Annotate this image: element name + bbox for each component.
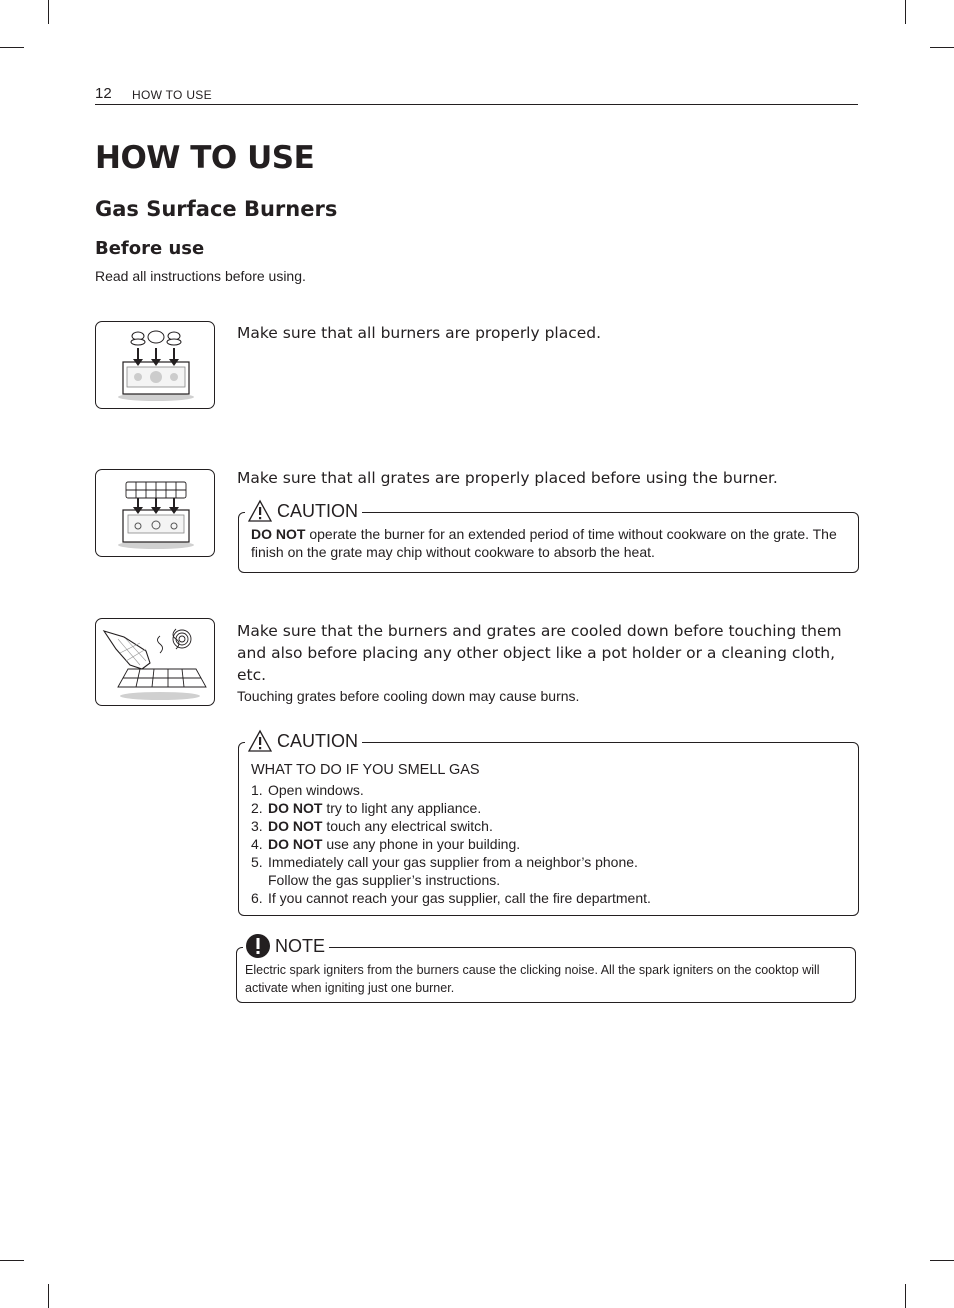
step-text: Make sure that the burners and grates are cooled down before touching them and also before placing any other object like a pot holder or a cleaning cloth, etc. [237,622,842,684]
gas-steps-list [251,781,846,907]
crop-mark [905,1284,906,1308]
crop-mark [930,47,954,48]
note-label-text: NOTE [275,935,326,956]
gas-heading: WHAT TO DO IF YOU SMELL GAS [251,762,480,778]
crop-mark [48,1284,49,1308]
list-item: 1. Open windows. [251,782,364,798]
gas-instructions [239,743,858,907]
step-text: Make sure that all burners are properly placed. [237,324,602,342]
caution-box [238,730,859,916]
crop-mark [930,1260,954,1261]
caution-label-text: CAUTION [277,730,358,751]
caution-body: operate the burner for an extended period of time without cookware on the grate. The finish on the grate may chip without cookware to absorb the heat. [251,526,837,560]
do-not-emphasis: DO NOT [251,526,306,542]
grates-placement-icon [95,469,215,557]
warning-triangle-icon [247,729,273,753]
crop-mark [905,0,906,24]
caution-label-text: CAUTION [277,500,358,521]
crop-mark [0,47,24,48]
page-number: 12 [95,85,112,102]
step-note: Touching grates before cooling down may cause burns. [237,688,580,704]
step-text: Make sure that all grates are properly placed before using the burner. [237,469,778,487]
list-item: 3. DO NOT touch any electrical switch. [251,818,493,834]
intro-text: Read all instructions before using. [95,268,306,284]
list-item: 4. DO NOT use any phone in your building. [251,836,521,852]
section-title: Gas Surface Burners [95,197,338,221]
list-item: 2. DO NOT try to light any appliance. [251,800,482,816]
list-item: 5. Immediately call your gas supplier from a neighbor’s phone. Follow the gas supplier’s instructions. [251,854,638,888]
caution-label [245,499,362,523]
caution-label [245,729,362,753]
exclamation-circle-icon [245,933,271,959]
page-title: HOW TO USE [95,140,315,176]
note-text: Electric spark igniters from the burners cause the clicking noise. All the spark igniters on the cooktop will activate when igniting just one burner. [245,963,820,995]
warning-triangle-icon [247,499,273,523]
hot-grates-glove-icon [95,618,215,706]
crop-mark [0,1260,24,1261]
crop-mark [48,0,49,24]
running-header: HOW TO USE [132,88,212,102]
header-rule [95,104,858,105]
note-label [243,933,329,959]
note-box [236,935,856,1003]
caution-box [238,500,859,573]
burners-placement-icon [95,321,215,409]
list-item: 6. If you cannot reach your gas supplier, call the fire department. [251,890,651,906]
subsection-title: Before use [95,238,205,259]
